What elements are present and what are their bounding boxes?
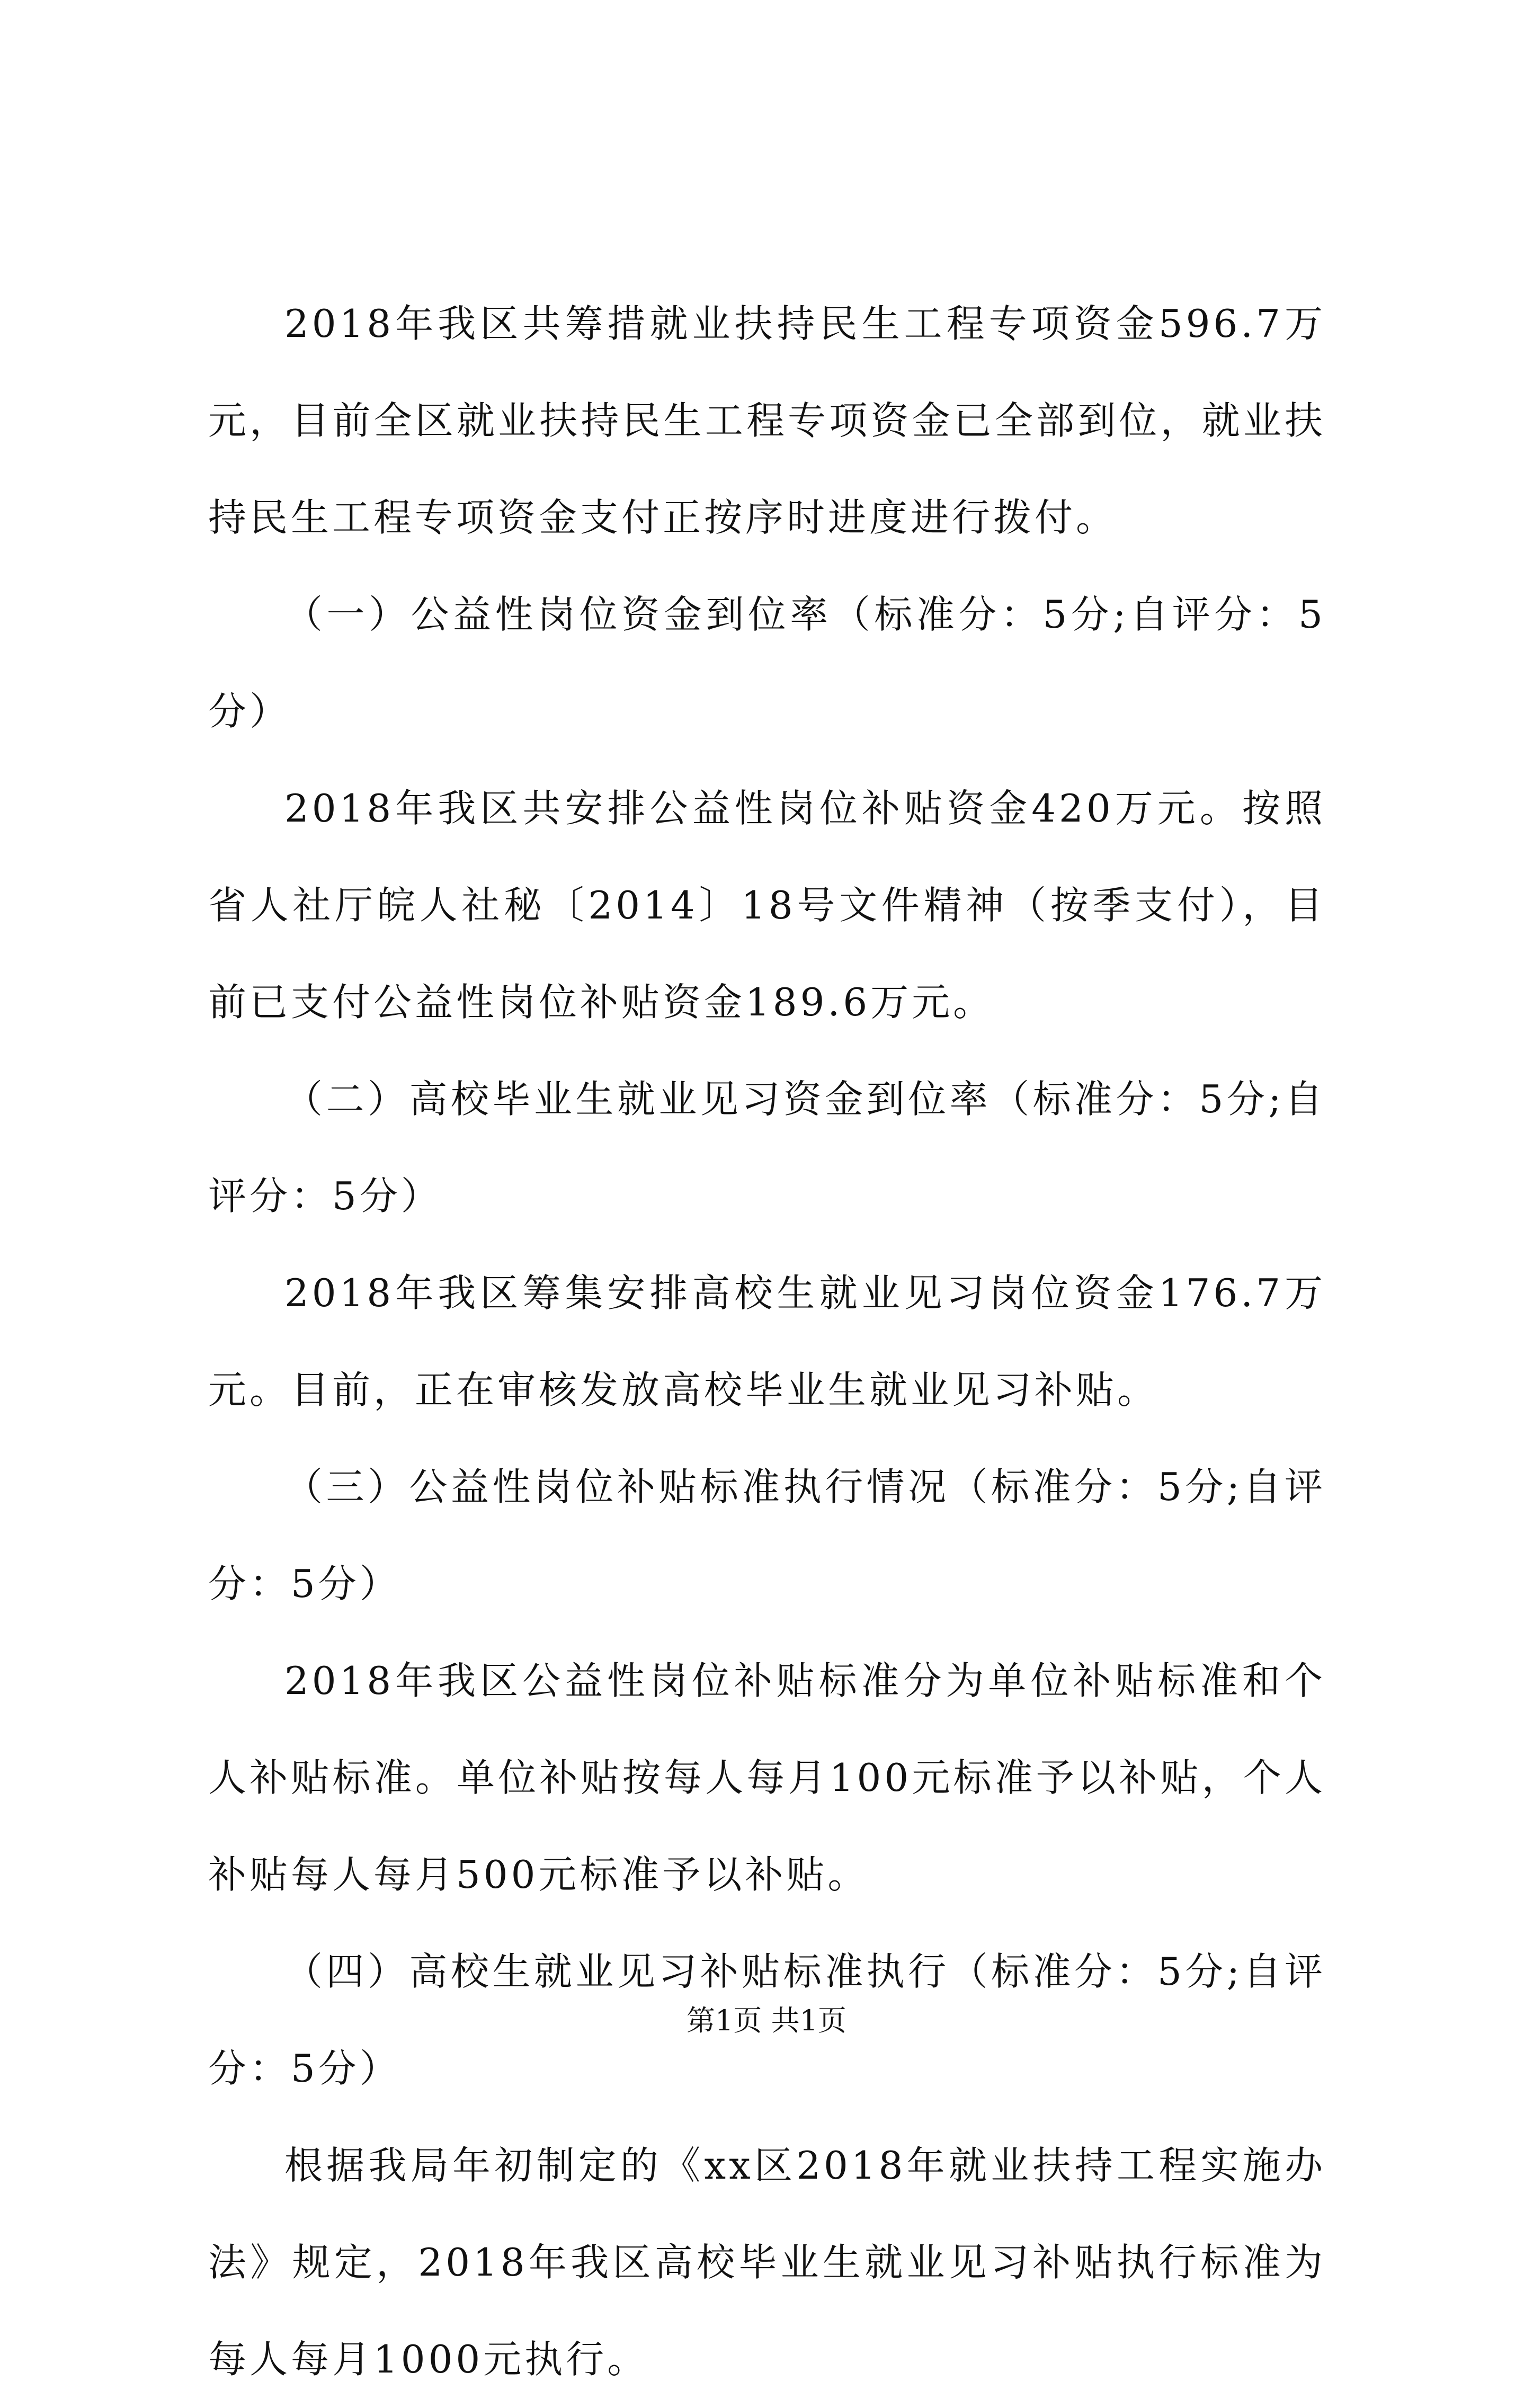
heading-graduate-internship-funding-rate: （二）高校毕业生就业见习资金到位率（标准分：5分;自评分：5分） xyxy=(208,1077,1326,1218)
heading-internship-subsidy-standard: （四）高校生就业见习补贴标准执行（标准分：5分;自评分：5分） xyxy=(208,1949,1326,2091)
paragraph-graduate-internship-funds: 2018年我区筹集安排高校生就业见习岗位资金176.7万元。目前，正在审核发放高校毕业生就业见习补贴。 xyxy=(208,1271,1326,1412)
paragraph-funding-overview: 2018年我区共筹措就业扶持民生工程专项资金596.7万元，目前全区就业扶持民生工程专项资金已全部到位，就业扶持民生工程专项资金支付正按序时进度进行拨付。 xyxy=(208,301,1326,540)
paragraph-internship-subsidy-standard: 根据我局年初制定的《xx区2018年就业扶持工程实施办法》规定，2018年我区高校毕业生就业见习补贴执行标准为每人每月1000元执行。 xyxy=(208,2143,1326,2382)
paragraph-public-welfare-subsidy-standard: 2018年我区公益性岗位补贴标准分为单位补贴标准和个人补贴标准。单位补贴按每人每月100元标准予以补贴，个人补贴每人每月500元标准予以补贴。 xyxy=(208,1658,1326,1897)
heading-public-welfare-subsidy-standard: （三）公益性岗位补贴标准执行情况（标准分：5分;自评分：5分） xyxy=(208,1465,1326,1606)
document-body xyxy=(208,275,1326,2408)
paragraph-public-welfare-subsidy-funds: 2018年我区共安排公益性岗位补贴资金420万元。按照省人社厅皖人社秘〔2014〕18号文件精神（按季支付），目前已支付公益性岗位补贴资金189.6万元。 xyxy=(208,786,1326,1024)
page-footer: 第1页 共1页 xyxy=(687,2004,846,2037)
heading-public-welfare-funding-rate: （一）公益性岗位资金到位率（标准分：5分;自评分：5分） xyxy=(208,592,1326,734)
